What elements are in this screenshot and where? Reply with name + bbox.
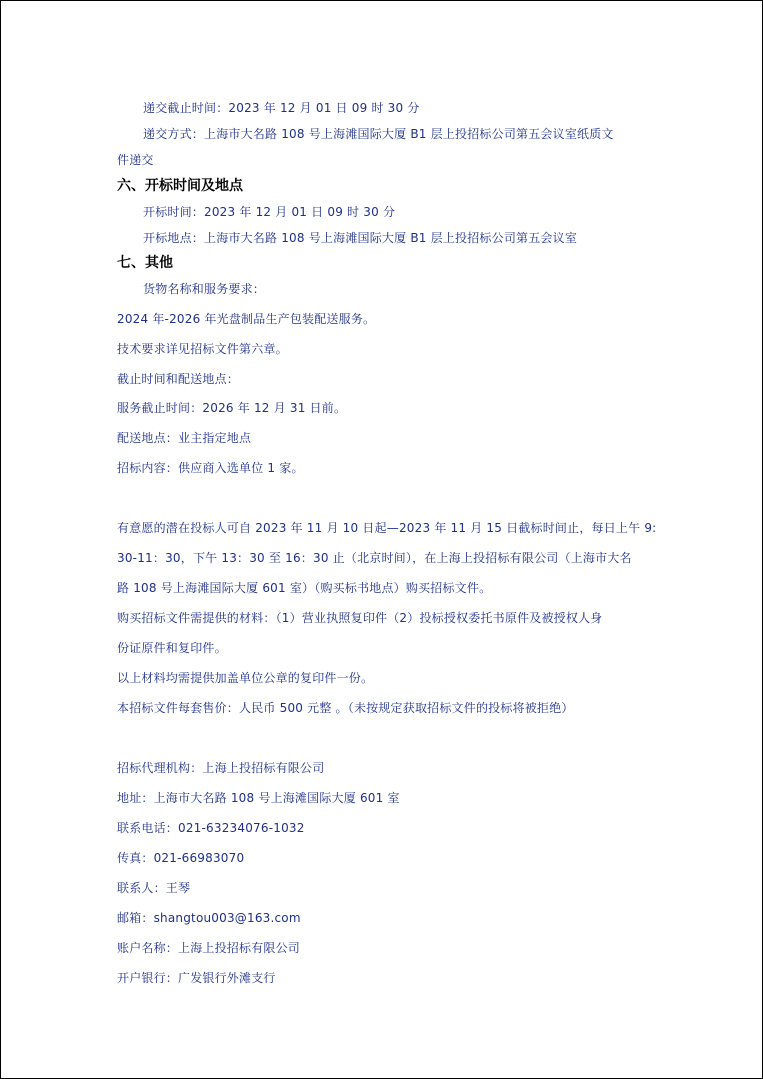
agency-name: 招标代理机构：上海上投招标有限公司 [117, 761, 325, 775]
section7-heading: 七、其他 [117, 255, 173, 271]
deadline-location-label: 截止时间和配送地点： [117, 372, 240, 386]
tender-content: 招标内容：供应商入选单位 1 家。 [117, 461, 304, 475]
submission-method-line1: 递交方式：上海市大名路 108 号上海滩国际大厦 B1 层上投招标公司第五会议室纸质文 [143, 127, 614, 141]
opening-place: 开标地点：上海市大名路 108 号上海滩国际大厦 B1 层上投招标公司第五会议室 [143, 231, 578, 245]
opening-time: 开标时间：2023 年 12 月 01 日 09 时 30 分 [143, 205, 396, 219]
submission-method-line2: 件递交 [117, 153, 154, 167]
agency-contact: 联系人：王琴 [117, 881, 191, 895]
materials-line2: 份证原件和复印件。 [117, 641, 227, 655]
agency-address: 地址：上海市大名路 108 号上海滩国际大厦 601 室 [117, 791, 400, 805]
agency-fax: 传真：021-66983070 [117, 851, 245, 865]
purchase-line2: 30-11：30，下午 13：30 至 16：30 止（北京时间），在上海上投招标有限公司（上海市大名 [117, 551, 632, 565]
service-deadline: 服务截止时间：2026 年 12 月 31 日前。 [117, 401, 347, 415]
goods-service-label: 货物名称和服务要求： [143, 282, 266, 296]
purchase-line3: 路 108 号上海滩国际大厦 601 室）（购买标书地点）购买招标文件。 [117, 581, 492, 595]
goods-service-desc: 2024 年-2026 年光盘制品生产包装配送服务。 [117, 312, 376, 326]
account-name: 账户名称：上海上投招标有限公司 [117, 941, 301, 955]
section6-heading: 六、开标时间及地点 [117, 178, 243, 194]
agency-email: 邮箱：shangtou003@163.com [117, 911, 301, 925]
delivery-location: 配送地点：业主指定地点 [117, 431, 252, 445]
bank-name: 开户银行：广发银行外滩支行 [117, 971, 276, 985]
purchase-line1: 有意愿的潜在投标人可自 2023 年 11 月 10 日起—2023 年 11 月 15 日截标时间止，每日上午 9: [117, 521, 657, 535]
materials-line1: 购买招标文件需提供的材料：（1）营业执照复印件（2）投标授权委托书原件及被授权人身 [117, 611, 603, 625]
document-price: 本招标文件每套售价：人民币 500 元整 。（未按规定获取招标文件的投标将被拒绝） [117, 701, 574, 715]
tech-requirements: 技术要求详见招标文件第六章。 [117, 342, 288, 356]
submission-deadline: 递交截止时间：2023 年 12 月 01 日 09 时 30 分 [143, 101, 420, 115]
materials-stamp-note: 以上材料均需提供加盖单位公章的复印件一份。 [117, 671, 374, 685]
agency-phone: 联系电话：021-63234076-1032 [117, 821, 305, 835]
